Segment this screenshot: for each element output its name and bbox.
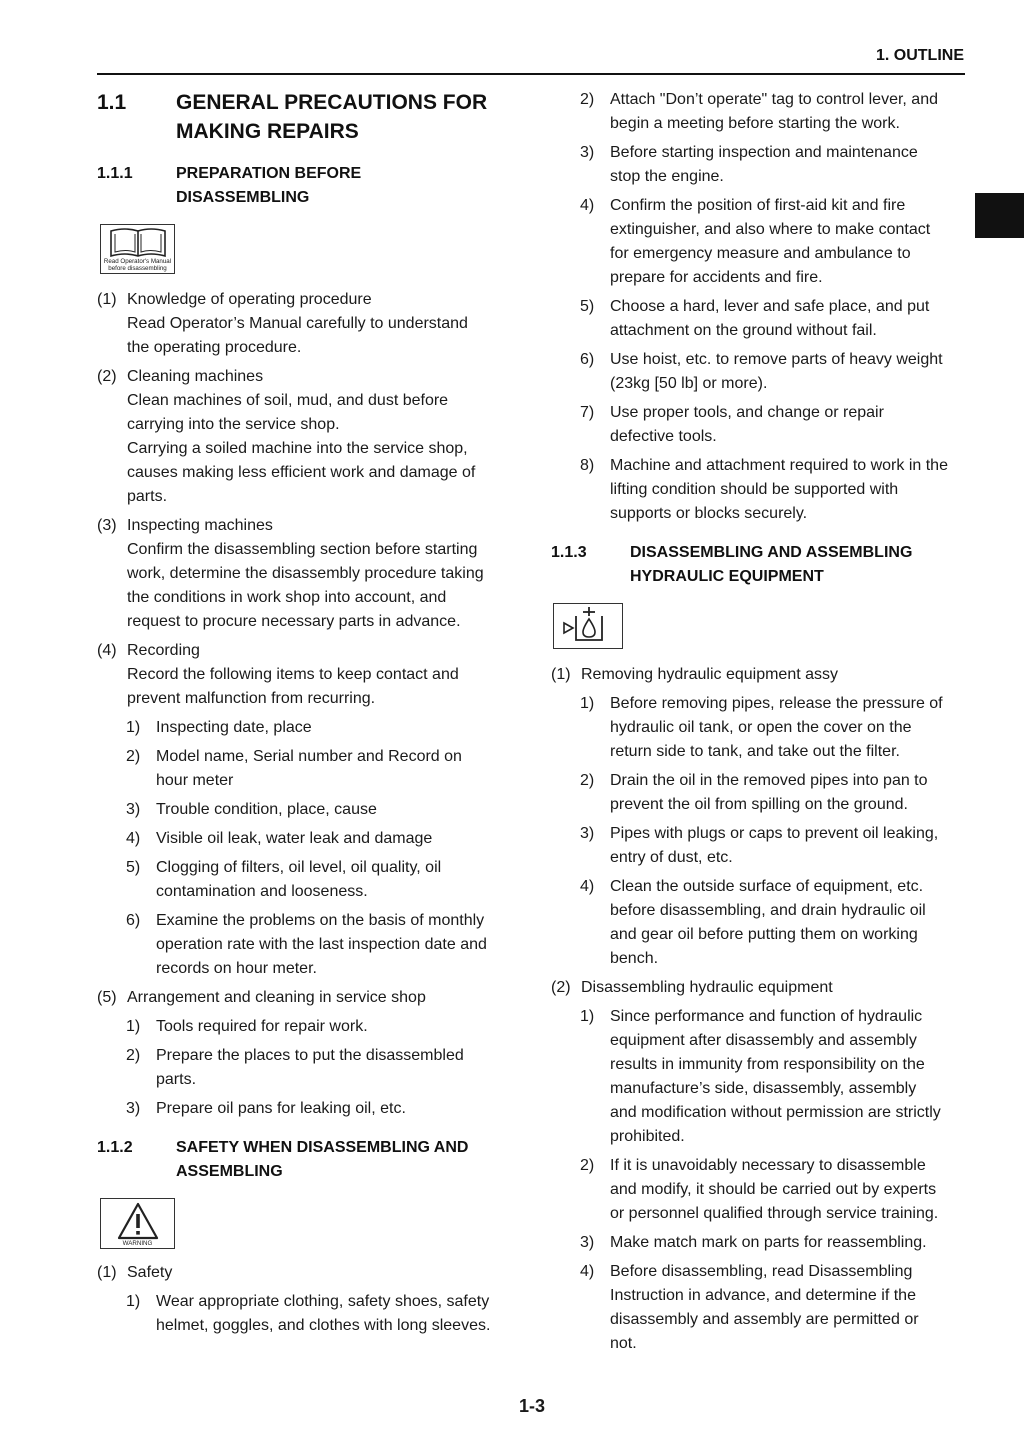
list-item: (1) Safety — [97, 1264, 173, 1281]
list-marker: 5) — [126, 859, 141, 876]
list-marker: 2) — [580, 772, 595, 789]
text-line: Before starting inspection and maintenance — [610, 144, 918, 161]
list-item — [126, 716, 517, 740]
text-line: Recording — [127, 642, 200, 659]
list-marker: (1) — [97, 291, 117, 308]
page-number: 1-3 — [518, 1396, 545, 1416]
text-line: return side to tank, and take out the filter. — [610, 743, 900, 760]
list-text — [610, 141, 971, 189]
subsection-title-line1: SAFETY WHEN DISASSEMBLING AND — [176, 1139, 469, 1156]
list-text — [156, 1290, 517, 1338]
text-line: stop the engine. — [610, 168, 724, 185]
text-line: Carrying a soiled machine into the service shop, — [127, 440, 468, 457]
list-text — [610, 194, 971, 290]
list-marker: 4) — [126, 830, 141, 847]
list-text — [610, 822, 971, 870]
subsection-title-line1: DISASSEMBLING AND ASSEMBLING — [630, 544, 913, 561]
list-item — [97, 514, 517, 634]
page-header-title: 1. OUTLINE — [875, 47, 964, 64]
text-line: Use hoist, etc. to remove parts of heavy weight — [610, 351, 943, 368]
text-line: and modify, it should be carried out by experts — [610, 1181, 937, 1198]
list-marker: 1) — [580, 695, 595, 712]
text-line: Clean the outside surface of equipment, etc. — [610, 878, 924, 895]
list-marker: 1) — [126, 719, 141, 736]
text-line: results in immunity from responsibility on the — [610, 1056, 925, 1073]
list-text — [127, 288, 517, 360]
subsection-title-line2: HYDRAULIC EQUIPMENT — [630, 568, 824, 585]
section-title-line2: MAKING REPAIRS — [176, 120, 359, 143]
hydraulic-oil-icon — [553, 603, 623, 649]
list-item — [126, 909, 517, 981]
section-title-line1: GENERAL PRECAUTIONS FOR — [176, 91, 488, 114]
list-marker: 2) — [126, 1047, 141, 1064]
list-item — [580, 454, 971, 526]
list-marker: 1) — [126, 1018, 141, 1035]
text-line: Knowledge of operating procedure — [127, 291, 372, 308]
text-line: helmet, goggles, and clothes with long sleeves. — [156, 1317, 491, 1334]
text-line: Instruction in advance, and determine if the — [610, 1287, 916, 1304]
text-line: Cleaning machines — [127, 368, 264, 385]
list-marker: 2) — [126, 748, 141, 765]
subsection-heading-1-1-3 — [551, 541, 971, 589]
text-line: before disassembling, and drain hydraulic oil — [610, 902, 926, 919]
text-line: parts. — [127, 488, 168, 505]
list-item — [126, 745, 517, 793]
list-text — [610, 1154, 971, 1226]
text-line: and gear oil before putting them on working — [610, 926, 918, 943]
list-text — [156, 798, 517, 822]
text-line: Read Operator’s Manual carefully to understand — [127, 315, 468, 332]
text-line: Drain the oil in the removed pipes into pan to — [610, 772, 928, 789]
text-line: defective tools. — [610, 428, 717, 445]
list-text — [610, 1231, 971, 1255]
text-line: manufacture’s side, disassembly, assembly — [610, 1080, 917, 1097]
text-line: Prepare the places to put the disassembled — [156, 1047, 464, 1064]
list-item — [580, 348, 971, 396]
list-item — [580, 1231, 971, 1255]
list-marker: 4) — [580, 197, 595, 214]
list-item — [126, 1044, 517, 1092]
list-text — [610, 1005, 971, 1149]
removing-sublist — [551, 692, 971, 971]
list-text — [610, 769, 971, 817]
list-text — [156, 1044, 517, 1092]
text-line: supports or blocks securely. — [610, 505, 808, 522]
text-line: Trouble condition, place, cause — [156, 801, 377, 818]
text-line: Clogging of filters, oil level, oil quality, oil — [156, 859, 442, 876]
text-line: not. — [610, 1335, 637, 1352]
list-text — [610, 692, 971, 764]
list-marker: 3) — [580, 144, 595, 161]
preparation-list — [97, 288, 517, 711]
text-line: prepare for accidents and fire. — [610, 269, 823, 286]
list-text — [610, 875, 971, 971]
list-marker: 4) — [580, 878, 595, 895]
list-marker: 3) — [126, 1100, 141, 1117]
list-marker: 7) — [580, 404, 595, 421]
text-line: equipment after disassembly and assembly — [610, 1032, 917, 1049]
text-line: the conditions in work shop into account, and — [127, 589, 447, 606]
safety-sublist — [97, 1290, 517, 1338]
list-text — [156, 1015, 517, 1039]
list-text — [610, 348, 971, 396]
list-text — [156, 856, 517, 904]
text-line: operation rate with the last inspection date and — [156, 936, 487, 953]
list-item — [580, 401, 971, 449]
text-line: Tools required for repair work. — [156, 1018, 368, 1035]
text-line: Record the following items to keep contact and — [127, 666, 459, 683]
text-line: Inspecting machines — [127, 517, 273, 534]
list-text — [610, 1260, 971, 1356]
text-line: Make match mark on parts for reassembling. — [610, 1234, 927, 1251]
list-marker: 1) — [580, 1008, 595, 1025]
list-item — [580, 1260, 971, 1356]
warning-icon — [100, 1198, 175, 1249]
list-text — [127, 639, 517, 711]
read-manual-icon — [100, 224, 175, 274]
chapter-tab-marker — [975, 193, 1024, 238]
text-line: bench. — [610, 950, 659, 967]
list-marker: 2) — [580, 91, 595, 108]
list-item — [126, 856, 517, 904]
text-line: Before removing pipes, release the pressure of — [610, 695, 943, 712]
list-item — [126, 1015, 517, 1039]
section-heading — [97, 88, 517, 146]
list-item — [580, 1005, 971, 1149]
text-line: disassembly and assembly are permitted or — [610, 1311, 919, 1328]
list-text — [127, 514, 517, 634]
list-text — [610, 88, 971, 136]
safety-sublist-continued — [551, 88, 971, 526]
subsection-number: 1.1.3 — [551, 544, 587, 561]
list-text — [610, 295, 971, 343]
list-marker: 6) — [126, 912, 141, 929]
list-item: (5) Arrangement and cleaning in service shop — [97, 989, 426, 1006]
list-item — [126, 827, 517, 851]
text-line: entry of dust, etc. — [610, 849, 733, 866]
text-line: Confirm the disassembling section before starting — [127, 541, 478, 558]
subsection-heading-1-1-2 — [97, 1136, 517, 1184]
list-item — [580, 692, 971, 764]
list-marker: 3) — [126, 801, 141, 818]
text-line: Before disassembling, read Disassembling — [610, 1263, 913, 1280]
list-marker: 4) — [580, 1263, 595, 1280]
text-line: Attach "Don’t operate" tag to control lever, and — [610, 91, 938, 108]
list-item — [580, 769, 971, 817]
text-line: Use proper tools, and change or repair — [610, 404, 884, 421]
subsection-heading-1-1-1 — [97, 162, 517, 210]
list-item — [580, 141, 971, 189]
text-line: Machine and attachment required to work in the — [610, 457, 948, 474]
list-marker: 2) — [580, 1157, 595, 1174]
list-text — [156, 909, 517, 981]
list-item — [580, 1154, 971, 1226]
list-item — [126, 798, 517, 822]
text-line: Visible oil leak, water leak and damage — [156, 830, 433, 847]
list-item: (2) Disassembling hydraulic equipment — [551, 979, 833, 996]
text-line: Pipes with plugs or caps to prevent oil leaking, — [610, 825, 939, 842]
list-item — [126, 1097, 517, 1121]
right-column — [551, 88, 971, 1361]
list-marker: 3) — [580, 1234, 595, 1251]
list-item — [126, 1290, 517, 1338]
text-line: extinguisher, and also where to make contact — [610, 221, 931, 238]
list-marker: 5) — [580, 298, 595, 315]
text-line: attachment on the ground without fail. — [610, 322, 877, 339]
text-line: prevent malfunction from recurring. — [127, 690, 376, 707]
list-marker: 3) — [580, 825, 595, 842]
arrangement-sublist — [97, 1015, 517, 1121]
icon-caption: WARNING — [122, 1240, 153, 1247]
header-rule — [97, 73, 965, 75]
text-line: or personnel qualified through service training. — [610, 1205, 939, 1222]
text-line: the operating procedure. — [127, 339, 302, 356]
list-item — [97, 365, 517, 509]
list-text — [156, 745, 517, 793]
text-line: Choose a hard, lever and safe place, and put — [610, 298, 930, 315]
list-marker: (4) — [97, 642, 117, 659]
text-line: hour meter — [156, 772, 234, 789]
list-item — [97, 288, 517, 360]
list-marker: (2) — [97, 368, 117, 385]
list-item — [580, 194, 971, 290]
text-line: Since performance and function of hydraulic — [610, 1008, 923, 1025]
left-column — [97, 88, 517, 1343]
list-text — [610, 401, 971, 449]
list-item — [580, 88, 971, 136]
text-line: hydraulic oil tank, or open the cover on the — [610, 719, 912, 736]
icon-caption: Read Operator's Manual before disassembling — [103, 258, 172, 272]
text-line: records on hour meter. — [156, 960, 317, 977]
text-line: Examine the problems on the basis of monthly — [156, 912, 485, 929]
text-line: Confirm the position of first-aid kit and fire — [610, 197, 906, 214]
list-text — [156, 716, 517, 740]
text-line: carrying into the service shop. — [127, 416, 340, 433]
text-line: If it is unavoidably necessary to disassemble — [610, 1157, 926, 1174]
text-line: prohibited. — [610, 1128, 685, 1145]
subsection-title-line2: ASSEMBLING — [176, 1163, 283, 1180]
text-line: lifting condition should be supported with — [610, 481, 899, 498]
text-line: parts. — [156, 1071, 197, 1088]
text-line: Clean machines of soil, mud, and dust before — [127, 392, 449, 409]
list-marker: 8) — [580, 457, 595, 474]
text-line: Model name, Serial number and Record on — [156, 748, 462, 765]
list-marker: 1) — [126, 1293, 141, 1310]
subsection-title-line2: DISASSEMBLING — [176, 189, 310, 206]
subsection-number: 1.1.1 — [97, 165, 133, 182]
text-line: Prepare oil pans for leaking oil, etc. — [156, 1100, 406, 1117]
list-item — [580, 295, 971, 343]
text-line: begin a meeting before starting the work. — [610, 115, 900, 132]
list-item — [580, 822, 971, 870]
recording-sublist — [97, 716, 517, 981]
text-line: work, determine the disassembly procedure taking — [127, 565, 484, 582]
list-marker: (3) — [97, 517, 117, 534]
list-text — [156, 827, 517, 851]
subsection-number: 1.1.2 — [97, 1139, 133, 1156]
list-item — [97, 639, 517, 711]
list-text — [610, 454, 971, 526]
text-line: and modification without permission are strictly — [610, 1104, 941, 1121]
text-line: contamination and looseness. — [156, 883, 368, 900]
text-line: request to procure necessary parts in advance. — [127, 613, 461, 630]
text-line: for emergency measure and ambulance to — [610, 245, 911, 262]
section-number: 1.1 — [97, 91, 127, 114]
list-text — [156, 1097, 517, 1121]
list-item — [580, 875, 971, 971]
text-line: Wear appropriate clothing, safety shoes, safety — [156, 1293, 490, 1310]
text-line: prevent the oil from spilling on the ground. — [610, 796, 908, 813]
disassembling-sublist — [551, 1005, 971, 1356]
text-line: Inspecting date, place — [156, 719, 312, 736]
subsection-title-line1: PREPARATION BEFORE — [176, 165, 362, 182]
text-line: causes making less efficient work and damage of — [127, 464, 476, 481]
list-marker: 6) — [580, 351, 595, 368]
list-text — [127, 365, 517, 509]
list-item: (1) Removing hydraulic equipment assy — [551, 666, 839, 683]
text-line: (23kg [50 lb] or more). — [610, 375, 768, 392]
